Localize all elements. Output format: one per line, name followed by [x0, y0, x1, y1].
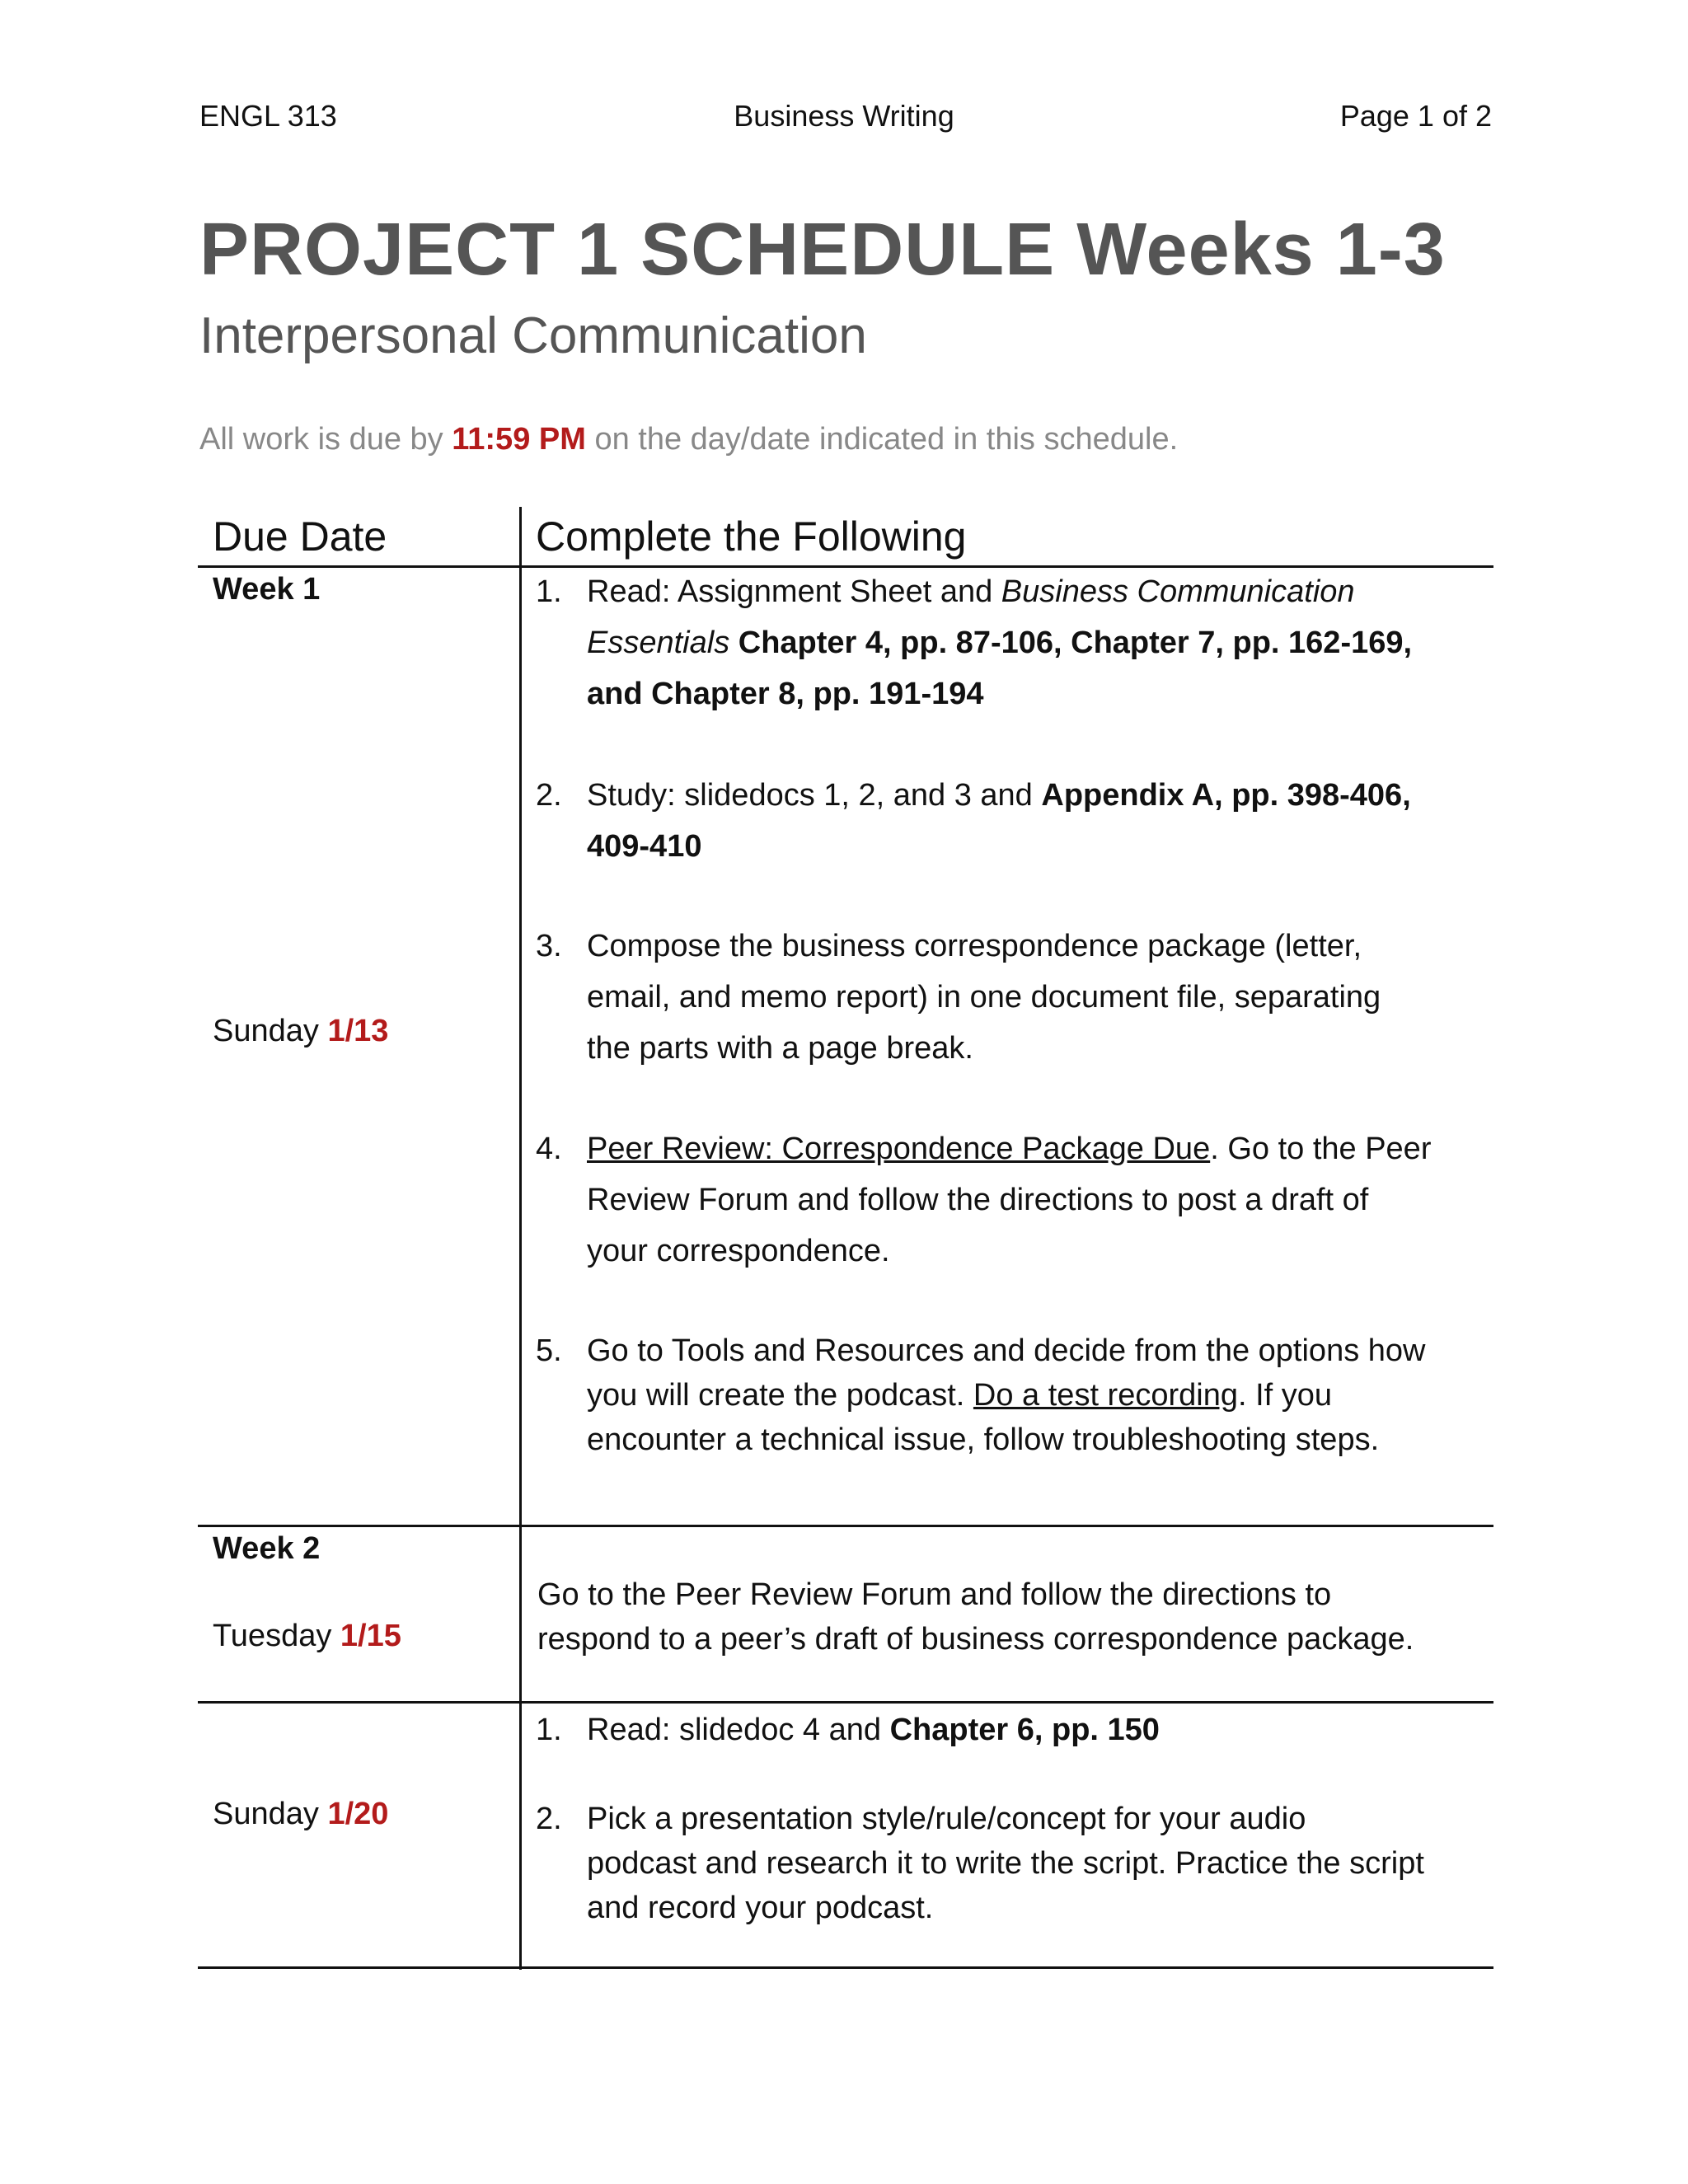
- table-row-divider: [198, 1701, 1493, 1704]
- due-date-value: 1/20: [327, 1797, 389, 1831]
- due-date-value: 1/13: [327, 1014, 389, 1048]
- course-code: ENGL 313: [199, 99, 337, 133]
- item-line: [587, 1373, 1425, 1418]
- item-text: . If you: [1237, 1378, 1333, 1413]
- book-title: Business Communication: [1001, 574, 1355, 609]
- item-line: encounter a technical issue, follow troubleshooting steps.: [587, 1422, 1380, 1457]
- item-number: 1.: [536, 1713, 562, 1747]
- page-number: Page 1 of 2: [1339, 99, 1492, 133]
- book-title: Essentials: [587, 626, 730, 660]
- test-recording-link[interactable]: Do a test recording: [973, 1378, 1238, 1413]
- item-line: [587, 566, 1412, 617]
- column-header-due-date: Due Date: [213, 513, 387, 560]
- page-title: PROJECT 1 SCHEDULE Weeks 1-3: [199, 209, 1446, 291]
- item-line: your correspondence.: [587, 1234, 890, 1268]
- item-number: 2.: [536, 1802, 562, 1836]
- peer-review-link[interactable]: Peer Review: Correspondence Package Due: [587, 1132, 1211, 1166]
- item-line: [587, 1704, 1160, 1755]
- task-line: Go to the Peer Review Forum and follow the directions to: [537, 1577, 1332, 1612]
- item-text-bold: Chapter 6, pp. 150: [889, 1713, 1160, 1747]
- item-text: . Go to the Peer: [1210, 1132, 1432, 1166]
- item-text: you will create the podcast.: [587, 1378, 973, 1413]
- item-number: 3.: [536, 929, 562, 963]
- item-line: [587, 1123, 1431, 1174]
- due-date: [213, 1797, 388, 1832]
- item-text-bold: Appendix A, pp. 398-406,: [1041, 778, 1411, 813]
- due-day: Sunday: [213, 1014, 328, 1048]
- item-text-bold: Chapter 4, pp. 87-106, Chapter 7, pp. 162-169,: [729, 626, 1413, 660]
- item-text: Study: slidedocs 1, 2, and 3 and: [587, 778, 1042, 813]
- due-date: [213, 1619, 401, 1654]
- item-number: 5.: [536, 1333, 562, 1368]
- item-line: Pick a presentation style/rule/concept for your audio: [587, 1802, 1306, 1836]
- item-line: Review Forum and follow the directions to post a draft of: [587, 1183, 1369, 1217]
- week-label: Week 2: [213, 1531, 321, 1566]
- item-line: [587, 770, 1411, 821]
- due-day: Sunday: [213, 1797, 328, 1831]
- item-line: [587, 617, 1412, 668]
- item-line: email, and memo report) in one document file, separating: [587, 980, 1381, 1015]
- due-notice-after: on the day/date indicated in this schedule.: [585, 422, 1179, 457]
- item-line: Compose the business correspondence package (letter,: [587, 929, 1362, 963]
- table-column-divider: [519, 507, 522, 1970]
- due-time: 11:59 PM: [452, 422, 586, 457]
- task-line: respond to a peer’s draft of business correspondence package.: [537, 1622, 1414, 1657]
- column-header-tasks: Complete the Following: [536, 513, 967, 560]
- due-day: Tuesday: [213, 1619, 340, 1653]
- task-description: [537, 1572, 1414, 1661]
- item-text: Read: Assignment Sheet and: [587, 574, 1001, 609]
- item-number: 2.: [536, 778, 562, 813]
- course-name: Business Writing: [734, 99, 954, 133]
- item-line: and record your podcast.: [587, 1891, 934, 1925]
- item-line: podcast and research it to write the script. Practice the script: [587, 1846, 1424, 1881]
- page-subtitle: Interpersonal Communication: [199, 307, 867, 364]
- due-date: [213, 1014, 388, 1049]
- table-row-divider: [198, 1525, 1493, 1527]
- due-notice-before: All work is due by: [199, 422, 452, 457]
- item-line: the parts with a page break.: [587, 1031, 973, 1066]
- item-line: and Chapter 8, pp. 191-194: [587, 677, 984, 711]
- item-line: 409-410: [587, 829, 702, 864]
- item-text: Read: slidedoc 4 and: [587, 1713, 890, 1747]
- item-number: 4.: [536, 1132, 562, 1166]
- item-number: 1.: [536, 574, 562, 609]
- due-notice: [199, 422, 1178, 457]
- table-bottom-border: [198, 1966, 1493, 1969]
- week-label: Week 1: [213, 572, 321, 607]
- item-line: Go to Tools and Resources and decide from the options how: [587, 1333, 1426, 1368]
- due-date-value: 1/15: [340, 1619, 401, 1653]
